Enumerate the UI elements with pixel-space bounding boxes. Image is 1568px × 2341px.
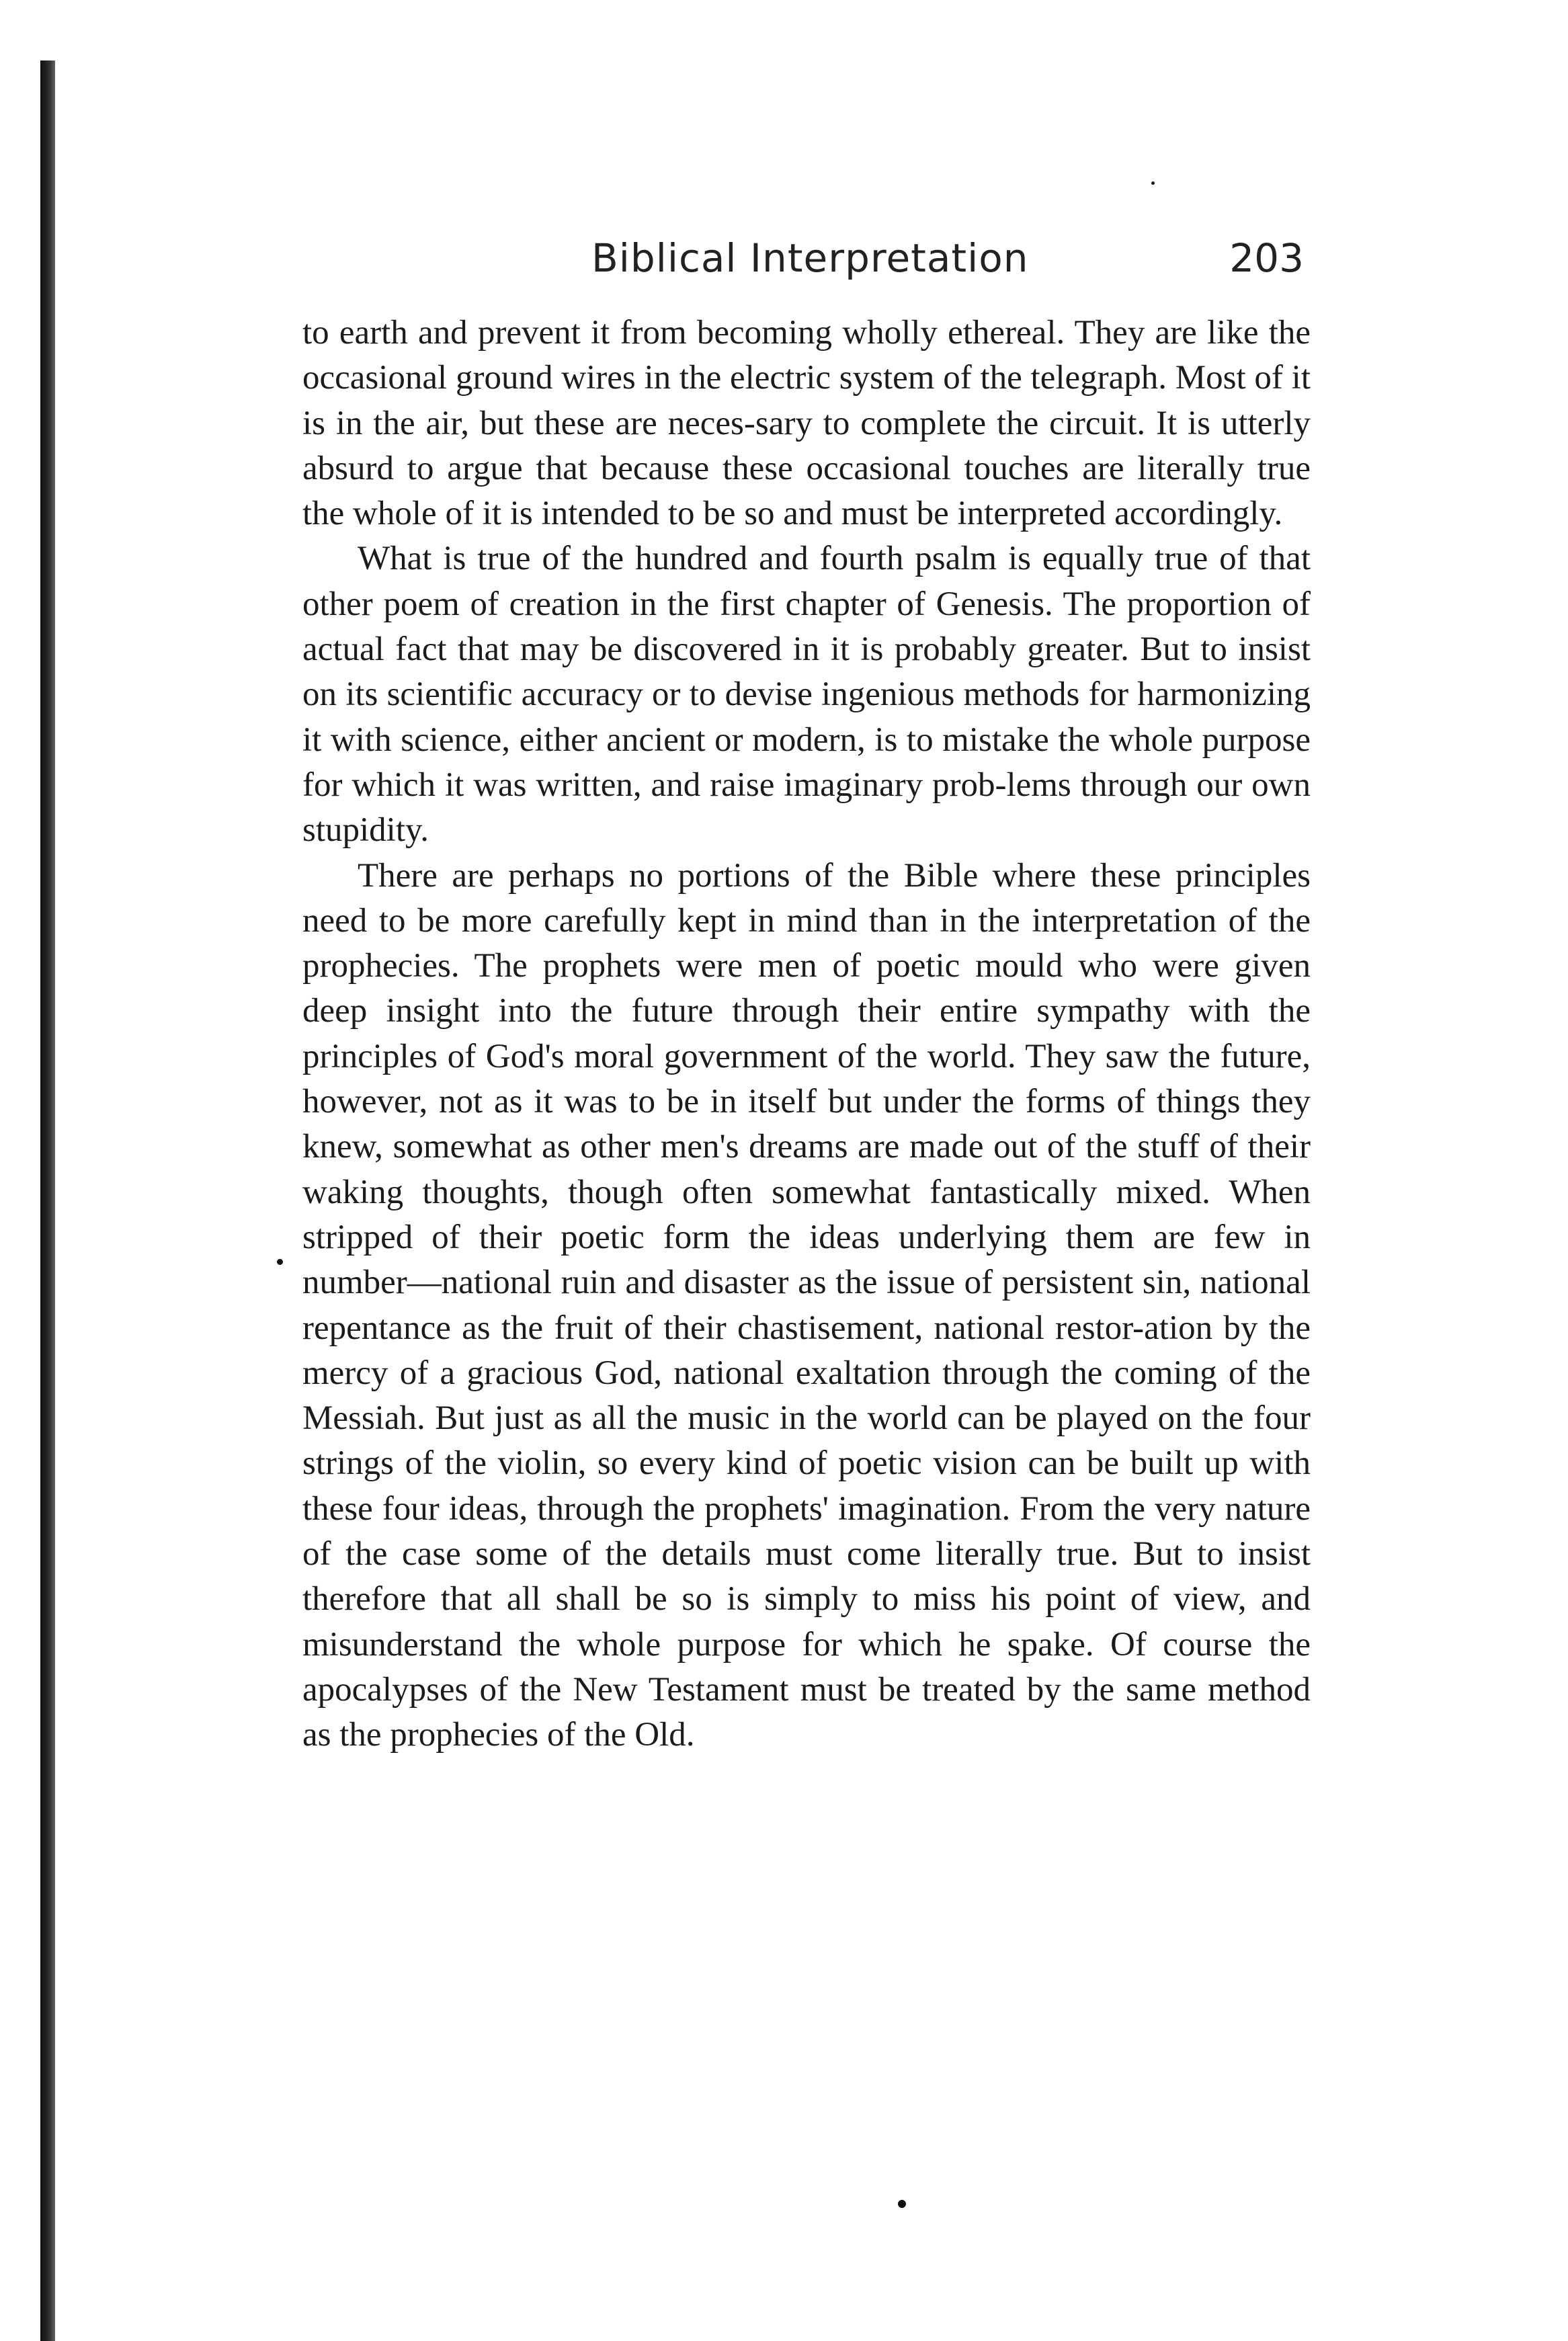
body-text [302, 311, 1311, 1758]
ink-speck [277, 1259, 283, 1265]
page-number: 203 [1229, 235, 1304, 281]
paragraph-genesis: What is true of the hundred and fourth psalm is equally true of that other poem of creation in the first chapter of Genesis. The proportion of actual fact that may be discovered in it is probably greater. But to insist on its scientific accuracy or to devise ingenious methods for harmonizing it with science, either ancient or modern, is to mistake the whole purpose for which it was written, and raise imaginary prob-lems through our own stupidity. [302, 540, 1311, 850]
ink-speck [1151, 181, 1155, 185]
ink-speck [898, 2200, 906, 2208]
paragraph-continued: to earth and prevent it from becoming wholly ethereal. They are like the occasional ground wires in the electric system of the telegraph. Most of it is in the air, but these are neces-sary to complete the circuit. It is utterly absurd to argue that because these occasional touches are literally true the whole of it is intended to be so and must be interpreted accordingly. [302, 314, 1311, 533]
book-binding-edge [40, 60, 55, 2341]
page-header [302, 229, 1311, 309]
running-title: Biblical Interpretation [591, 235, 1029, 281]
paragraph-prophecies: There are perhaps no portions of the Bible where these principles need to be more carefully kept in mind than in the interpretation of the prophecies. The prophets were men of poetic mould who were given deep insight into the future through their entire sympathy with the principles of God's moral government of the world. They saw the future, however, not as it was to be in itself but under the forms of things they knew, somewhat as other men's dreams are made out of the stuff of their waking thoughts, though often somewhat fantastically mixed. When stripped of their poetic form the ideas underlying them are few in number—national ruin and disaster as the issue of persistent sin, national repentance as the fruit of their chastisement, national restor-ation by the mercy of a gracious God, national exaltation through the coming of the Messiah. But just as all the music in the world can be played on the four strings of the violin, so every kind of poetic vision can be built up with these four ideas, through the prophets' imagination. From the very nature of the case some of the details must come literally true. But to insist therefore that all shall be so is simply to miss his point of view, and misunderstand the whole purpose for which he spake. Of course the apocalypses of the New Testament must be treated by the same method as the prophecies of the Old. [302, 856, 1311, 1754]
